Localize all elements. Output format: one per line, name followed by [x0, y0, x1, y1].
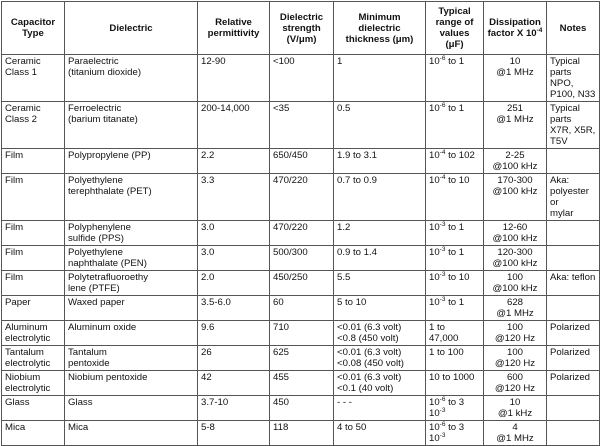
cell-dielectric-strength: <35 — [270, 102, 334, 149]
cell-relative-permittivity: 3.7-10 — [198, 396, 270, 421]
range-connector: to 1 — [445, 222, 465, 233]
range-start-exponent: -4 — [439, 149, 446, 156]
table-row — [2, 221, 600, 246]
cell-minimum-thickness: 5 to 10 — [334, 296, 426, 321]
cell-relative-permittivity: 12-90 — [198, 55, 270, 102]
range-end: 10 — [429, 433, 440, 444]
cell-relative-permittivity: 200-14,000 — [198, 102, 270, 149]
range-start: 10 — [429, 272, 440, 283]
table-row — [2, 396, 600, 421]
cell-typical-range — [426, 346, 484, 371]
cell-typical-range — [426, 296, 484, 321]
range-end: 10 — [429, 408, 440, 419]
cell-notes: Polarized — [547, 321, 600, 346]
range-connector: to 3 — [448, 422, 465, 433]
range-start-exponent: -6 — [439, 396, 446, 403]
cell-typical-range — [426, 271, 484, 296]
header-dielectric-strength: Dielectric strength (V/μm) — [270, 2, 334, 55]
table-row — [2, 321, 600, 346]
cell-dielectric-strength: 450/250 — [270, 271, 334, 296]
header-capacitor-type: Capacitor Type — [2, 2, 65, 55]
cell-notes — [547, 221, 600, 246]
cell-minimum-thickness: 0.7 to 0.9 — [334, 174, 426, 221]
cell-dielectric: Aluminum oxide — [65, 321, 198, 346]
cell-dielectric: Polytetrafluoroethy lene (PTFE) — [65, 271, 198, 296]
range-start-exponent: -6 — [439, 102, 446, 109]
header-row — [2, 2, 600, 55]
cell-relative-permittivity: 3.0 — [198, 246, 270, 271]
table-row — [2, 174, 600, 221]
cell-relative-permittivity: 5-8 — [198, 421, 270, 446]
cell-capacitor-type: Ceramic Class 1 — [2, 55, 65, 102]
cell-dielectric-strength: 625 — [270, 346, 334, 371]
cell-typical-range — [426, 321, 484, 346]
range-start-exponent: -6 — [439, 55, 446, 62]
cell-capacitor-type: Niobium electrolytic — [2, 371, 65, 396]
range-connector: to 3 — [448, 397, 465, 408]
cell-dielectric-strength: 500/300 — [270, 246, 334, 271]
cell-notes: Aka: polyester or mylar — [547, 174, 600, 221]
table-row — [2, 296, 600, 321]
cell-minimum-thickness: <0.01 (6.3 volt) <0.08 (450 volt) — [334, 346, 426, 371]
cell-relative-permittivity: 9.6 — [198, 321, 270, 346]
table-row — [2, 371, 600, 396]
cell-capacitor-type: Film — [2, 221, 65, 246]
range-connector: to 1 — [445, 56, 465, 67]
header-dissipation-factor — [484, 2, 547, 55]
range-start: 10 to 1000 — [429, 372, 475, 383]
cell-typical-range — [426, 421, 484, 446]
range-start: 10 — [429, 297, 440, 308]
cell-dielectric-strength: 118 — [270, 421, 334, 446]
cell-dissipation-factor: 100 @120 Hz — [484, 346, 547, 371]
cell-dissipation-factor: 251 @1 MHz — [484, 102, 547, 149]
capacitor-comparison-table — [1, 1, 600, 446]
range-start: 10 — [429, 422, 440, 433]
range-end-exponent: -3 — [439, 432, 446, 439]
cell-capacitor-type: Film — [2, 246, 65, 271]
range-connector: to 10 — [445, 272, 470, 283]
table-row — [2, 149, 600, 174]
cell-dielectric: Polyethylene terephthalate (PET) — [65, 174, 198, 221]
cell-dissipation-factor: 100 @100 kHz — [484, 271, 547, 296]
cell-dielectric-strength: 710 — [270, 321, 334, 346]
cell-typical-range — [426, 55, 484, 102]
header-relative-permittivity: Relative permittivity — [198, 2, 270, 55]
cell-capacitor-type: Paper — [2, 296, 65, 321]
cell-notes — [547, 421, 600, 446]
range-start-exponent: -4 — [439, 174, 446, 181]
cell-minimum-thickness: 1.2 — [334, 221, 426, 246]
cell-dielectric-strength: 60 — [270, 296, 334, 321]
range-start-exponent: -3 — [439, 296, 446, 303]
cell-typical-range — [426, 174, 484, 221]
cell-dielectric-strength: 470/220 — [270, 174, 334, 221]
cell-capacitor-type: Film — [2, 149, 65, 174]
cell-notes: Polarized — [547, 371, 600, 396]
cell-dissipation-factor: 10 @1 kHz — [484, 396, 547, 421]
cell-capacitor-type: Film — [2, 174, 65, 221]
cell-dielectric: Mica — [65, 421, 198, 446]
cell-typical-range — [426, 149, 484, 174]
cell-relative-permittivity: 3.5-6.0 — [198, 296, 270, 321]
cell-notes: Polarized — [547, 346, 600, 371]
table-row — [2, 55, 600, 102]
cell-minimum-thickness: 5.5 — [334, 271, 426, 296]
cell-notes: Aka: teflon — [547, 271, 600, 296]
range-connector: to 1 — [445, 103, 465, 114]
cell-dielectric: Polyethylene naphthalate (PEN) — [65, 246, 198, 271]
cell-capacitor-type: Glass — [2, 396, 65, 421]
range-start-exponent: -3 — [439, 246, 446, 253]
cell-dielectric-strength: 455 — [270, 371, 334, 396]
cell-dissipation-factor: 10 @1 MHz — [484, 55, 547, 102]
cell-dielectric: Waxed paper — [65, 296, 198, 321]
range-start: 10 — [429, 397, 440, 408]
cell-dissipation-factor: 170-300 @100 kHz — [484, 174, 547, 221]
range-start: 1 to 47,000 — [429, 322, 459, 344]
cell-notes — [547, 296, 600, 321]
range-start: 10 — [429, 56, 440, 67]
cell-dissipation-factor: 100 @120 Hz — [484, 321, 547, 346]
cell-notes — [547, 396, 600, 421]
cell-dielectric: Paraelectric (titanium dioxide) — [65, 55, 198, 102]
cell-minimum-thickness: 0.9 to 1.4 — [334, 246, 426, 271]
table-row — [2, 346, 600, 371]
cell-typical-range — [426, 371, 484, 396]
range-end-exponent: -3 — [439, 407, 446, 414]
cell-dielectric: Polypropylene (PP) — [65, 149, 198, 174]
cell-dielectric: Polyphenylene sulfide (PPS) — [65, 221, 198, 246]
range-start: 10 — [429, 103, 440, 114]
cell-dielectric: Glass — [65, 396, 198, 421]
cell-minimum-thickness: <0.01 (6.3 volt) <0.8 (450 volt) — [334, 321, 426, 346]
cell-notes: Typical parts NPO, P100, N33 — [547, 55, 600, 102]
range-start-exponent: -3 — [439, 221, 446, 228]
cell-dielectric-strength: <100 — [270, 55, 334, 102]
range-start: 10 — [429, 175, 440, 186]
cell-dissipation-factor: 628 @1 MHz — [484, 296, 547, 321]
cell-minimum-thickness: 1 — [334, 55, 426, 102]
cell-typical-range — [426, 221, 484, 246]
header-dissipation-exponent: -4 — [536, 27, 543, 34]
cell-relative-permittivity: 3.0 — [198, 221, 270, 246]
cell-relative-permittivity: 26 — [198, 346, 270, 371]
table-row — [2, 246, 600, 271]
cell-dissipation-factor: 120-300 @100 kHz — [484, 246, 547, 271]
cell-notes — [547, 149, 600, 174]
range-start-exponent: -6 — [439, 421, 446, 428]
cell-dielectric-strength: 650/450 — [270, 149, 334, 174]
cell-notes: Typical parts X7R, X5R, T5V — [547, 102, 600, 149]
cell-relative-permittivity: 2.2 — [198, 149, 270, 174]
range-connector: to 1 — [445, 247, 465, 258]
cell-minimum-thickness: 1.9 to 3.1 — [334, 149, 426, 174]
range-start: 1 to 100 — [429, 347, 464, 358]
table-row — [2, 102, 600, 149]
cell-dielectric: Niobium pentoxide — [65, 371, 198, 396]
cell-minimum-thickness: <0.01 (6.3 volt) <0.1 (40 volt) — [334, 371, 426, 396]
range-connector: to 102 — [445, 150, 475, 161]
cell-relative-permittivity: 42 — [198, 371, 270, 396]
cell-capacitor-type: Aluminum electrolytic — [2, 321, 65, 346]
table-row — [2, 421, 600, 446]
cell-relative-permittivity: 2.0 — [198, 271, 270, 296]
header-dissipation-label: Dissipation factor X 10 — [487, 17, 541, 39]
range-start: 10 — [429, 247, 440, 258]
header-notes: Notes — [547, 2, 600, 55]
cell-dielectric-strength: 450 — [270, 396, 334, 421]
header-minimum-thickness: Minimum dielectric thickness (μm) — [334, 2, 426, 55]
range-start: 10 — [429, 150, 440, 161]
cell-typical-range — [426, 102, 484, 149]
cell-capacitor-type: Film — [2, 271, 65, 296]
cell-relative-permittivity: 3.3 — [198, 174, 270, 221]
cell-capacitor-type: Tantalum electrolytic — [2, 346, 65, 371]
range-connector: to 1 — [445, 297, 465, 308]
table-body — [2, 55, 600, 446]
cell-dielectric: Ferroelectric (barium titanate) — [65, 102, 198, 149]
cell-dissipation-factor: 2-25 @100 kHz — [484, 149, 547, 174]
header-typical-range: Typical range of values (μF) — [426, 2, 484, 55]
range-connector: to 10 — [445, 175, 470, 186]
header-dielectric: Dielectric — [65, 2, 198, 55]
cell-dielectric: Tantalum pentoxide — [65, 346, 198, 371]
range-start-exponent: -3 — [439, 271, 446, 278]
table-row — [2, 271, 600, 296]
cell-typical-range — [426, 396, 484, 421]
cell-dissipation-factor: 12-60 @100 kHz — [484, 221, 547, 246]
cell-notes — [547, 246, 600, 271]
cell-capacitor-type: Ceramic Class 2 — [2, 102, 65, 149]
cell-minimum-thickness: 4 to 50 — [334, 421, 426, 446]
cell-dissipation-factor: 4 @1 MHz — [484, 421, 547, 446]
cell-dissipation-factor: 600 @120 Hz — [484, 371, 547, 396]
range-start: 10 — [429, 222, 440, 233]
cell-minimum-thickness: - - - — [334, 396, 426, 421]
cell-typical-range — [426, 246, 484, 271]
cell-minimum-thickness: 0.5 — [334, 102, 426, 149]
cell-dielectric-strength: 470/220 — [270, 221, 334, 246]
cell-capacitor-type: Mica — [2, 421, 65, 446]
